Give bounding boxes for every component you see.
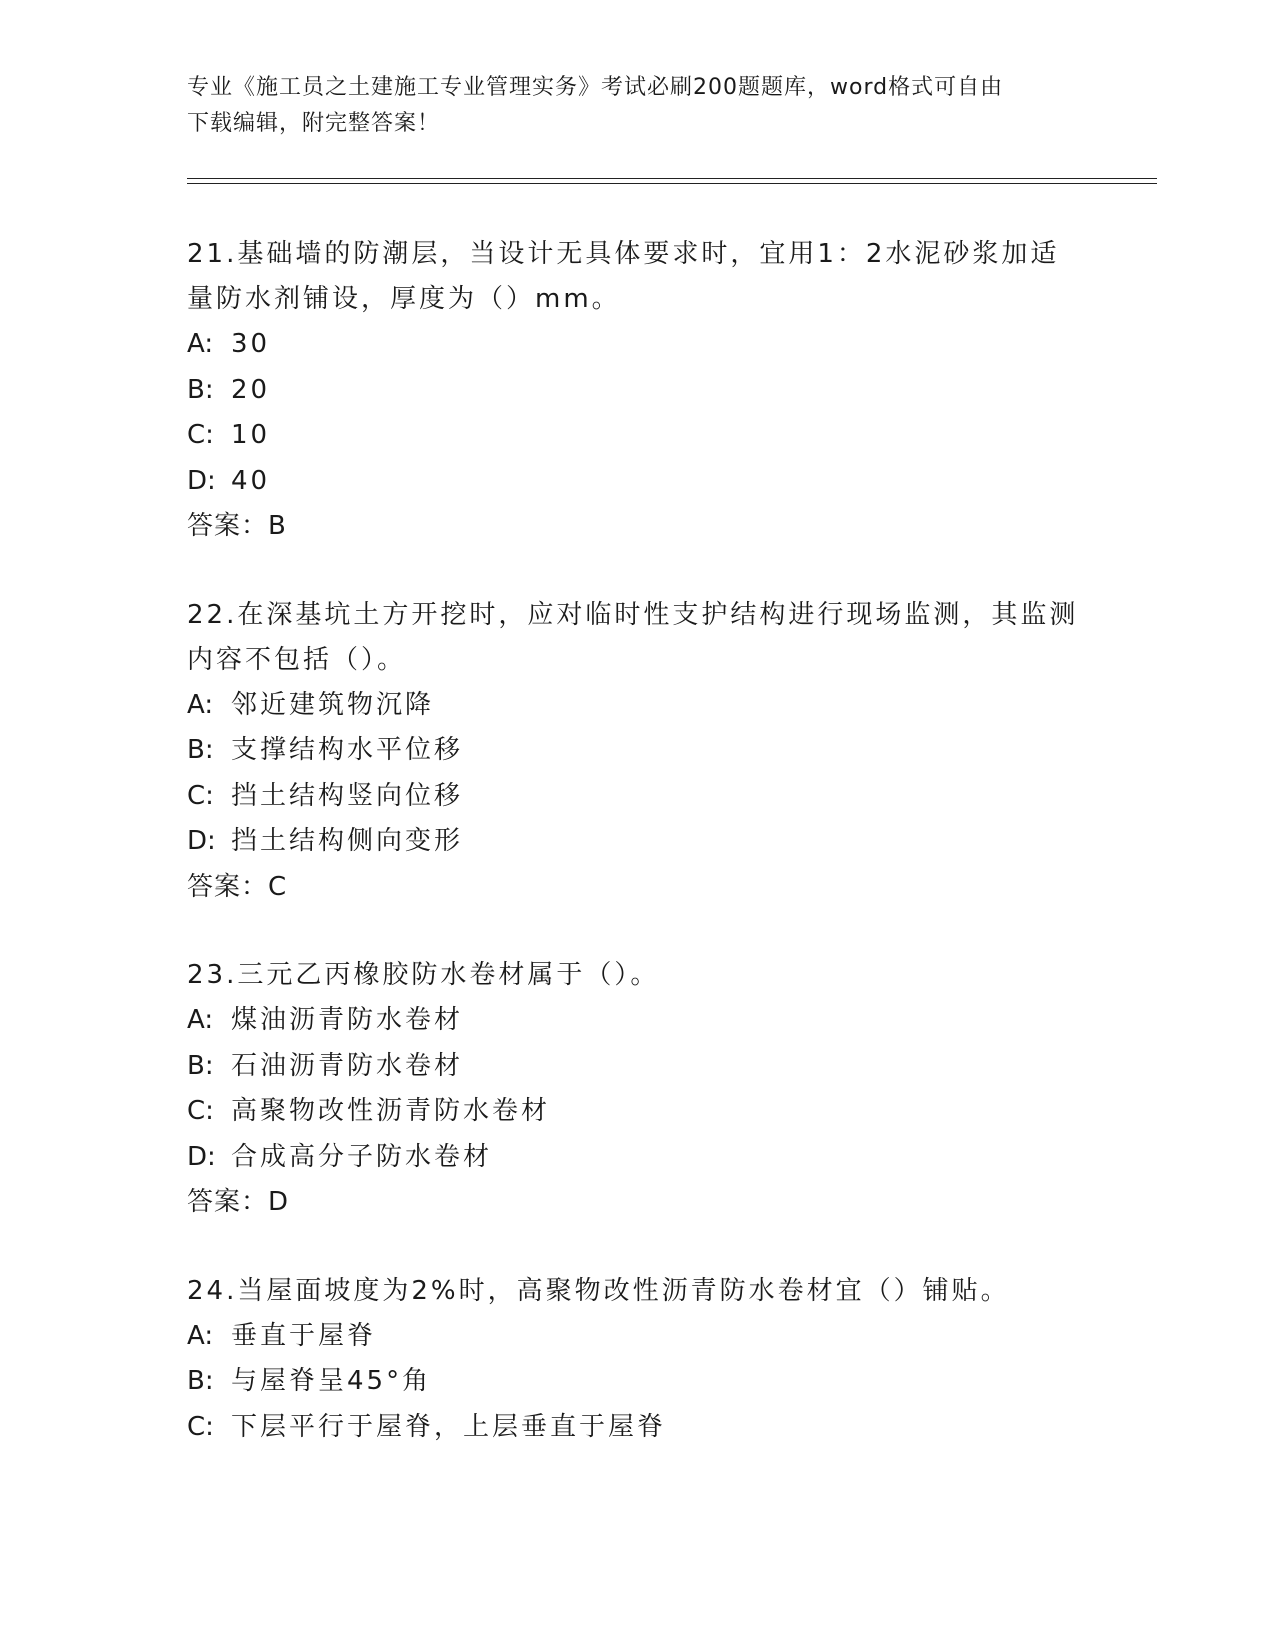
option-text: 支撑结构水平位移 [231,735,464,765]
document-header [187,70,1067,142]
option-text: 石油沥青防水卷材 [231,1050,464,1081]
option-text: 高聚物改性沥青防水卷材 [231,1096,551,1126]
option-b [187,728,1087,774]
option-letter: B: [187,374,214,405]
option-text: 与屋脊呈45°角 [231,1366,432,1396]
option-c [187,774,1087,820]
option-letter: A: [187,1320,214,1351]
option-a [187,683,1087,729]
option-d [187,1135,1087,1181]
option-letter: D: [187,465,216,496]
question-22 [187,593,1087,911]
option-text: 煤油沥青防水卷材 [231,1005,464,1035]
question-stem-line: 内容不包括（）。 [187,644,407,675]
option-letter: C: [187,1096,214,1126]
header-divider-top [187,178,1157,179]
option-letter: C: [187,420,214,450]
option-text: 30 [231,329,271,359]
option-d [187,819,1087,865]
option-a [187,1314,1087,1360]
option-a [187,322,1087,368]
answer-line: 答案：D [187,1187,290,1217]
option-text: 邻近建筑物沉降 [231,689,435,720]
question-stem-line: 23.三元乙丙橡胶防水卷材属于（）。 [187,960,660,990]
question-24 [187,1269,1087,1451]
option-text: 垂直于屋脊 [231,1320,377,1351]
option-letter: A: [187,689,214,720]
option-letter: C: [187,780,214,811]
option-letter: B: [187,1050,214,1081]
option-letter: A: [187,1005,214,1035]
option-text: 挡土结构侧向变形 [231,826,464,856]
option-a [187,998,1087,1044]
answer-line: 答案：B [187,511,287,541]
question-list [187,232,1087,1493]
option-text: 20 [231,374,271,405]
option-c [187,1405,1087,1451]
option-b [187,1044,1087,1090]
header-divider-bottom [187,183,1157,184]
option-letter: B: [187,1366,214,1396]
option-c [187,413,1087,459]
question-stem-line: 量防水剂铺设，厚度为（）mm。 [187,284,621,314]
option-text: 挡土结构竖向位移 [231,780,464,811]
header-line-1: 专业《施工员之土建施工专业管理实务》考试必刷200题题库，word格式可自由 [187,75,1004,100]
option-letter: D: [187,826,216,856]
question-stem-line: 24.当屋面坡度为2%时，高聚物改性沥青防水卷材宜（）铺贴。 [187,1275,1010,1306]
question-stem-line: 22.在深基坑土方开挖时，应对临时性支护结构进行现场监测，其监测 [187,599,1079,630]
option-b [187,1359,1087,1405]
question-stem-line: 21.基础墙的防潮层，当设计无具体要求时，宜用1：2水泥砂浆加适 [187,239,1060,269]
option-text: 10 [231,420,271,450]
option-letter: A: [187,329,214,359]
option-c [187,1089,1087,1135]
option-letter: D: [187,1141,216,1172]
option-text: 下层平行于屋脊，上层垂直于屋脊 [231,1411,667,1442]
option-b [187,368,1087,414]
header-line-2: 下载编辑，附完整答案！ [187,111,441,136]
option-text: 40 [231,465,271,496]
option-text: 合成高分子防水卷材 [231,1141,493,1172]
option-d [187,459,1087,505]
question-21 [187,232,1087,550]
option-letter: C: [187,1411,214,1442]
option-letter: B: [187,735,214,765]
answer-line: 答案：C [187,871,288,902]
question-23 [187,953,1087,1226]
